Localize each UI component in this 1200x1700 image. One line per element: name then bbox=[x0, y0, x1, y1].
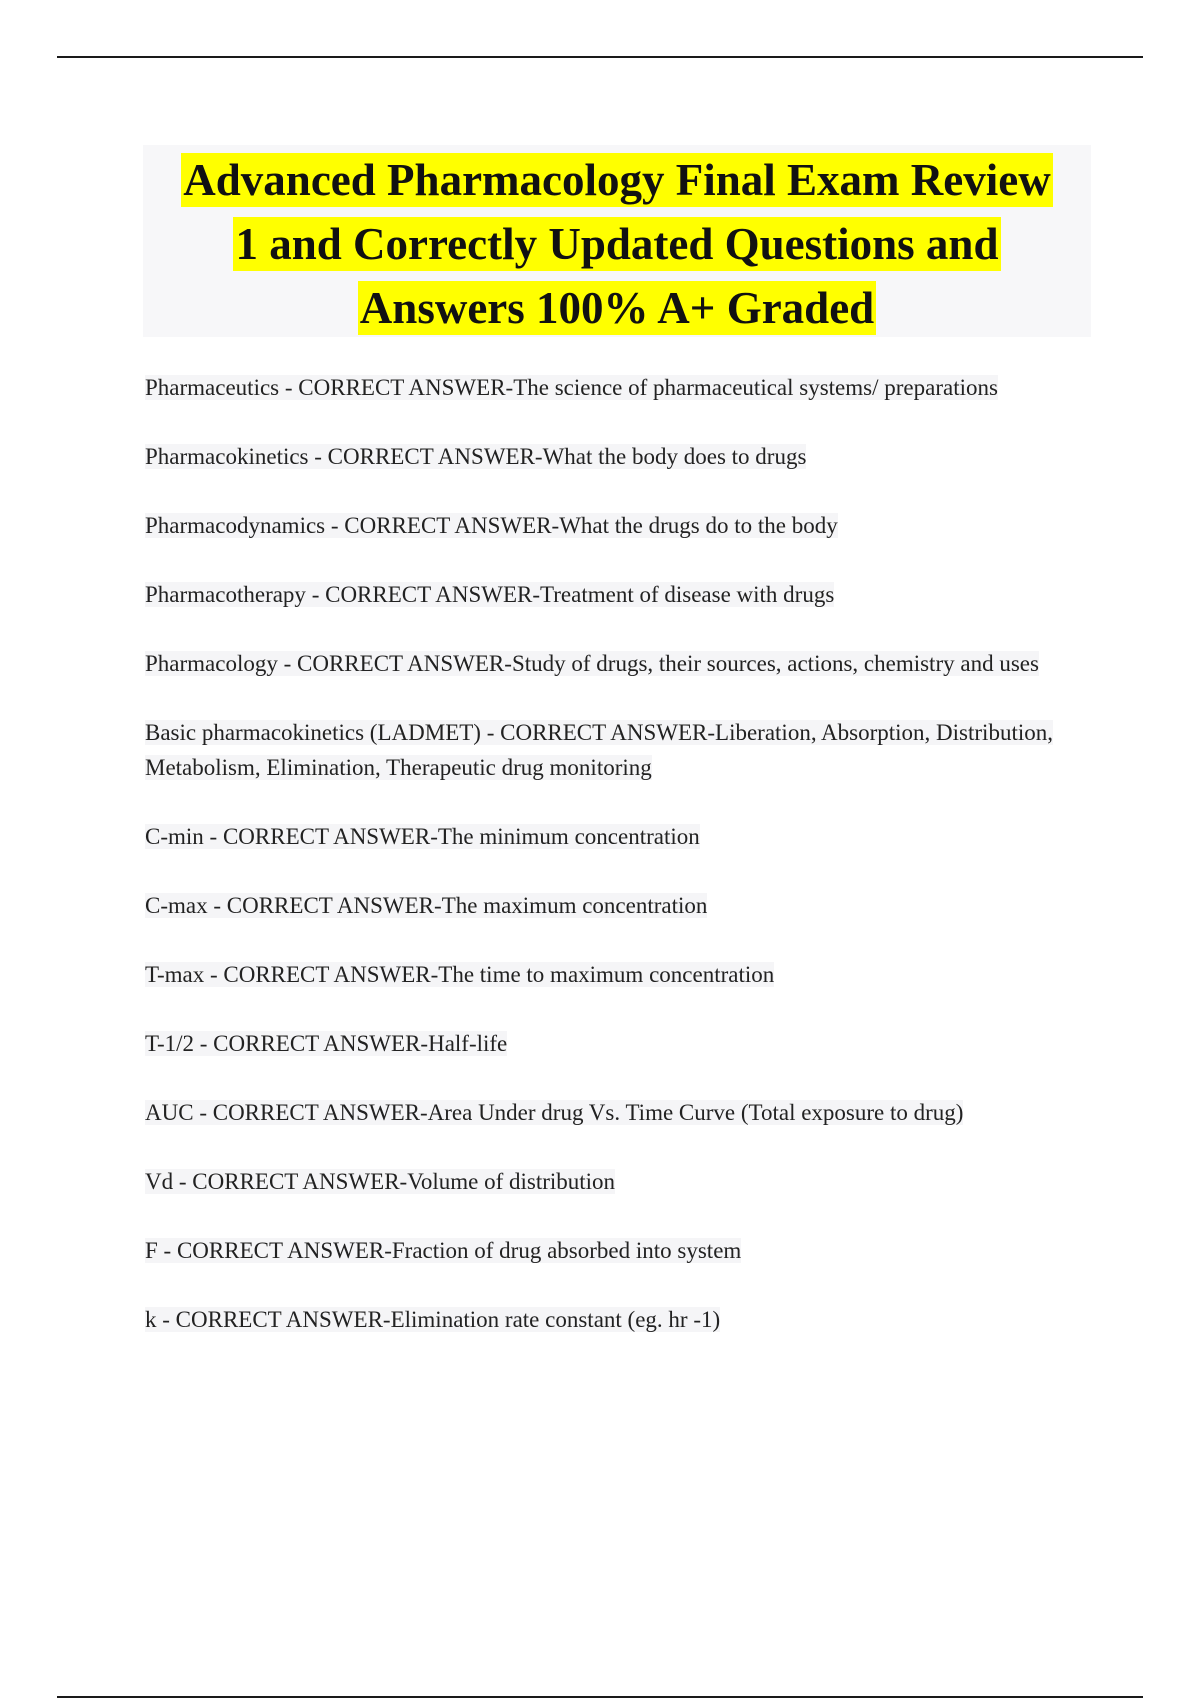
qa-term: k bbox=[145, 1307, 157, 1332]
qa-item bbox=[145, 1095, 1095, 1130]
qa-term: C-min bbox=[145, 824, 204, 849]
qa-separator: - CORRECT ANSWER- bbox=[203, 824, 438, 849]
qa-answer: Volume of distribution bbox=[407, 1169, 616, 1194]
qa-answer: The time to maximum concentration bbox=[438, 962, 775, 987]
qa-separator: - CORRECT ANSWER- bbox=[173, 1169, 408, 1194]
qa-answer: Fraction of drug absorbed into system bbox=[391, 1238, 742, 1263]
qa-answer: Half-life bbox=[428, 1031, 508, 1056]
qa-term: C-max bbox=[145, 893, 208, 918]
top-rule bbox=[57, 56, 1143, 58]
qa-term: Vd bbox=[145, 1169, 174, 1194]
qa-answer: The minimum concentration bbox=[437, 824, 700, 849]
qa-separator: - CORRECT ANSWER- bbox=[277, 651, 512, 676]
qa-separator: - CORRECT ANSWER- bbox=[305, 582, 541, 607]
qa-item bbox=[145, 439, 1095, 474]
qa-term: T-max bbox=[145, 962, 205, 987]
qa-item bbox=[145, 370, 1095, 405]
qa-separator: - CORRECT ANSWER- bbox=[480, 720, 716, 745]
qa-answer: The maximum concentration bbox=[441, 893, 708, 918]
qa-answer: What the body does to drugs bbox=[542, 444, 807, 469]
qa-item bbox=[145, 715, 1095, 785]
qa-answer: Elimination rate constant (eg. hr -1) bbox=[390, 1307, 721, 1332]
qa-separator: - CORRECT ANSWER- bbox=[325, 513, 560, 538]
qa-item bbox=[145, 577, 1095, 612]
qa-answer: What the drugs do to the body bbox=[559, 513, 838, 538]
qa-separator: - CORRECT ANSWER- bbox=[156, 1307, 391, 1332]
qa-list bbox=[145, 370, 1095, 1337]
qa-term: Basic pharmacokinetics (LADMET) bbox=[145, 720, 481, 745]
qa-term: Pharmacotherapy bbox=[145, 582, 306, 607]
qa-term: Pharmacology bbox=[145, 651, 278, 676]
qa-term: T-1/2 bbox=[145, 1031, 194, 1056]
qa-item bbox=[145, 646, 1095, 681]
title-line-2: 1 and Correctly Updated Questions and bbox=[235, 219, 999, 269]
qa-term: Pharmacodynamics bbox=[145, 513, 326, 538]
document-title bbox=[143, 145, 1091, 337]
qa-term: Pharmaceutics bbox=[145, 375, 280, 400]
qa-answer: Liberation, Absorption, Distribution, Metabolism, Elimination, Therapeutic drug monitoring bbox=[145, 720, 1053, 780]
qa-item bbox=[145, 1302, 1095, 1337]
qa-answer: Treatment of disease with drugs bbox=[540, 582, 835, 607]
qa-item bbox=[145, 1026, 1095, 1061]
qa-separator: - CORRECT ANSWER- bbox=[279, 375, 514, 400]
qa-item bbox=[145, 508, 1095, 543]
qa-answer: Area Under drug Vs. Time Curve (Total exposure to drug) bbox=[427, 1100, 964, 1125]
qa-term: AUC bbox=[145, 1100, 194, 1125]
qa-item bbox=[145, 819, 1095, 854]
qa-separator: - CORRECT ANSWER- bbox=[207, 893, 442, 918]
qa-item bbox=[145, 888, 1095, 923]
qa-item bbox=[145, 1164, 1095, 1199]
qa-item bbox=[145, 1233, 1095, 1268]
bottom-rule bbox=[57, 1696, 1143, 1698]
qa-separator: - CORRECT ANSWER- bbox=[193, 1100, 428, 1125]
qa-answer: The science of pharmaceutical systems/ preparations bbox=[513, 375, 998, 400]
qa-separator: - CORRECT ANSWER- bbox=[204, 962, 439, 987]
title-line-1: Advanced Pharmacology Final Exam Review bbox=[183, 155, 1051, 205]
qa-term: Pharmacokinetics bbox=[145, 444, 309, 469]
qa-answer: Study of drugs, their sources, actions, chemistry and uses bbox=[511, 651, 1039, 676]
qa-separator: - CORRECT ANSWER- bbox=[308, 444, 543, 469]
qa-separator: - CORRECT ANSWER- bbox=[194, 1031, 429, 1056]
qa-item bbox=[145, 957, 1095, 992]
qa-separator: - CORRECT ANSWER- bbox=[157, 1238, 392, 1263]
qa-term: F bbox=[145, 1238, 158, 1263]
title-line-3: Answers 100% A+ Graded bbox=[359, 283, 875, 333]
